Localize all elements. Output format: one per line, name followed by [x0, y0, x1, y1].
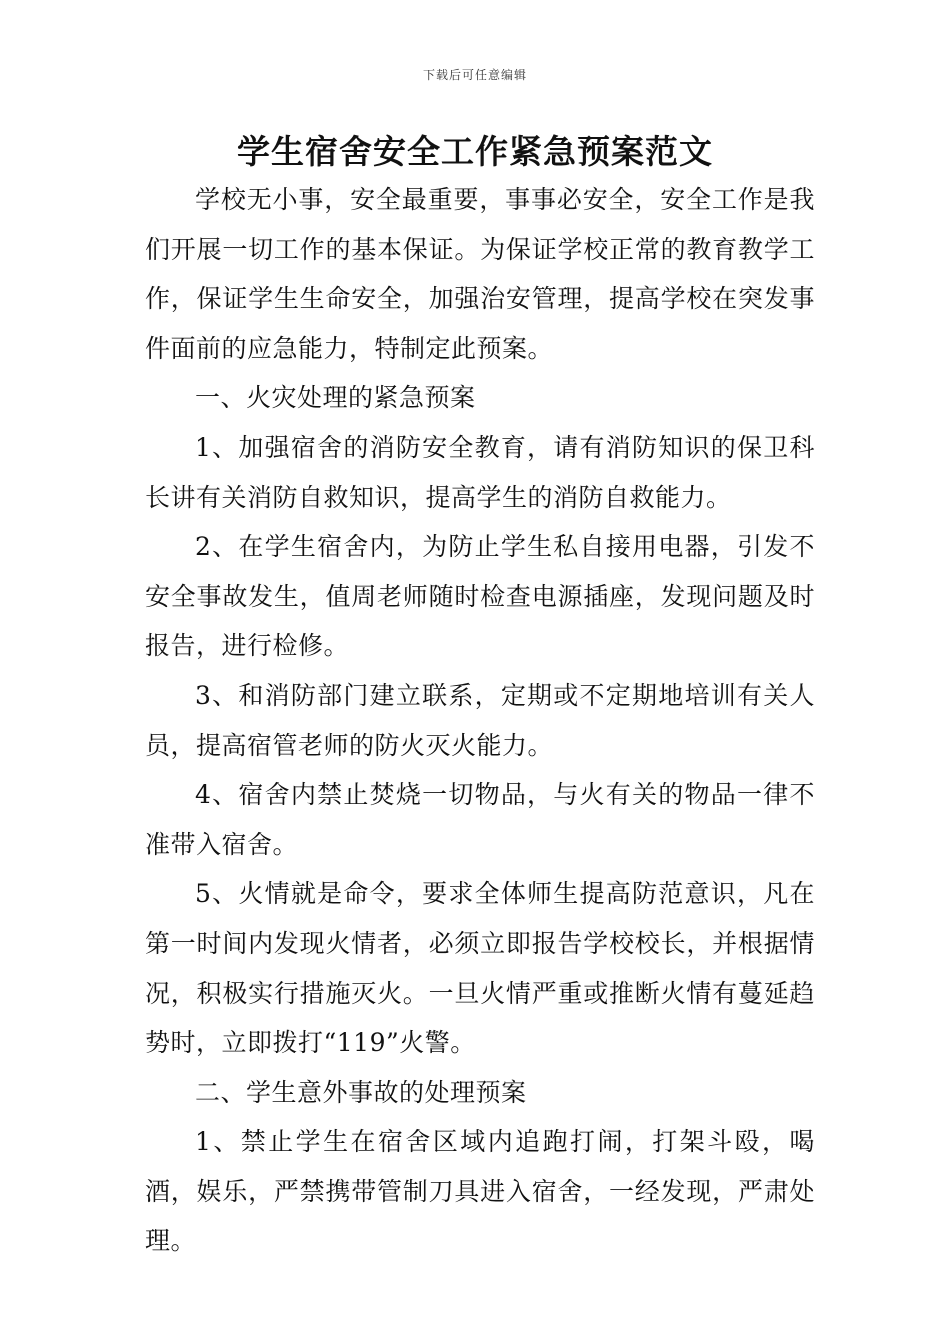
header-note: 下载后可任意编辑 [422, 68, 527, 82]
section-heading-fire: 一、火灾处理的紧急预案 [195, 383, 476, 413]
paragraph-intro: 学校无小事，安全最重要，事事必安全，安全工作是我们开展一切工作的基本保证。为保证学校正常的教育教学工作，保证学生生命安全，加强治安管理，提高学校在突发事件面前的应急能力，特制定此预案。 [145, 185, 815, 363]
paragraph-fire-2: 2、在学生宿舍内，为防止学生私自接用电器，引发不安全事故发生，值周老师随时检查电源插座，发现问题及时报告，进行检修。 [145, 532, 815, 661]
paragraph-fire-3: 3、和消防部门建立联系，定期或不定期地培训有关人员，提高宿管老师的防火灭火能力。 [145, 680, 815, 760]
document-title: 学生宿舍安全工作紧急预案范文 [237, 132, 713, 171]
paragraph-fire-1: 1、加强宿舍的消防安全教育，请有消防知识的保卫科长讲有关消防自救知识，提高学生的消防自救能力。 [145, 432, 815, 512]
paragraph-fire-5: 5、火情就是命令，要求全体师生提高防范意识，凡在第一时间内发现火情者，必须立即报告学校校长，并根据情况，积极实行措施灭火。一旦火情严重或推断火情有蔓延趋势时，立即拨打“119”火警。 [145, 879, 815, 1058]
section-heading-accident: 二、学生意外事故的处理预案 [195, 1077, 527, 1107]
document-body [145, 175, 815, 1266]
paragraph-accident-1: 1、禁止学生在宿舍区域内追跑打闹，打架斗殴，喝酒，娱乐，严禁携带管制刀具进入宿舍，一经发现，严肃处理。 [145, 1127, 815, 1256]
paragraph-fire-4: 4、宿舍内禁止焚烧一切物品，与火有关的物品一律不准带入宿舍。 [145, 780, 815, 859]
